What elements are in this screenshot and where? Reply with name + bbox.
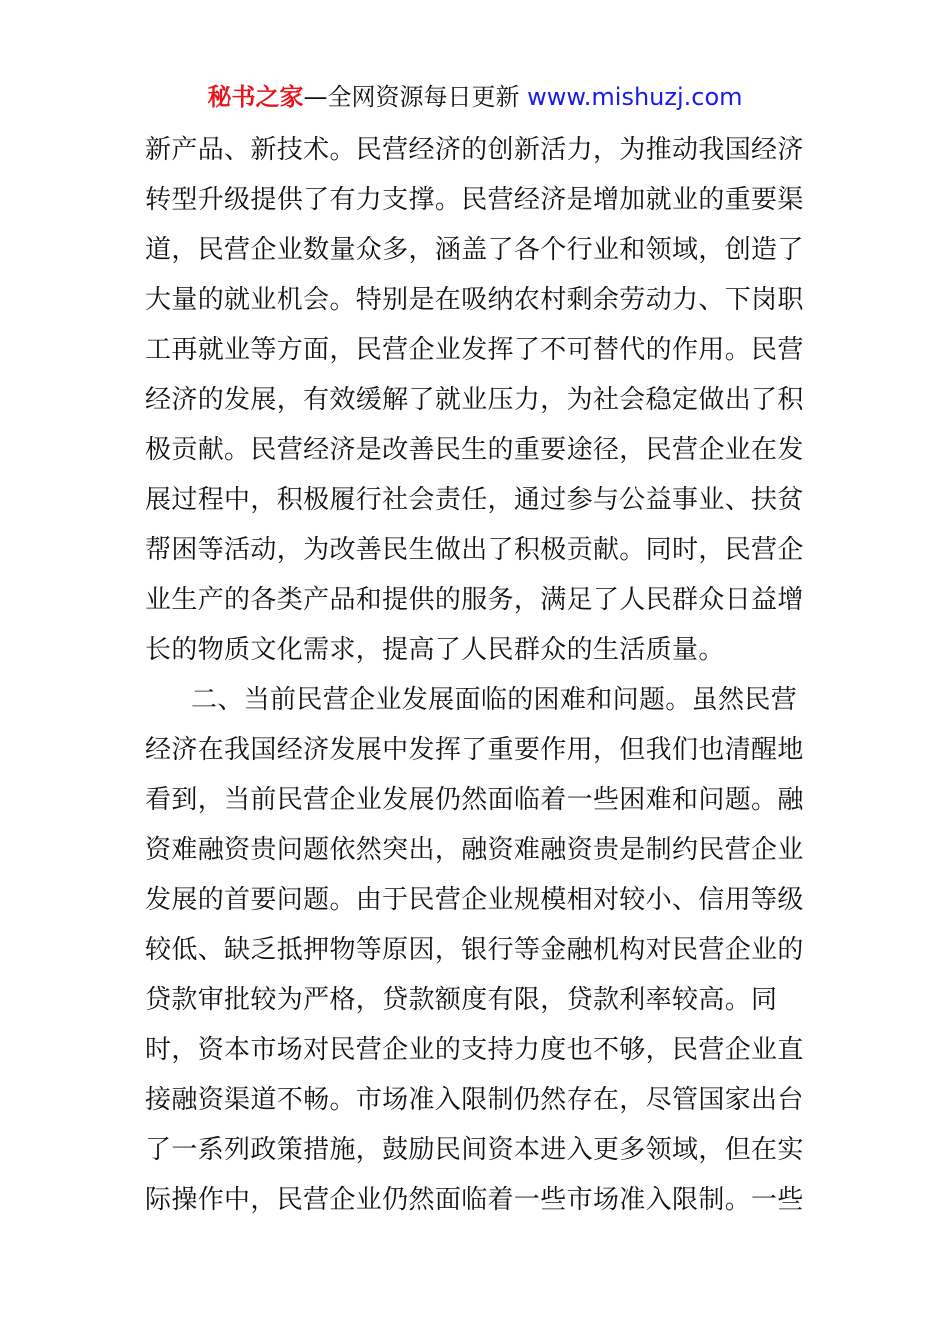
site-header [0,79,950,115]
text-line: 大量的就业机会。特别是在吸纳农村剩余劳动力、下岗职 [145,285,804,315]
text-line: 帮困等活动，为改善民生做出了积极贡献。同时，民营企 [145,535,804,565]
text-line: 转型升级提供了有力支撑。民营经济是增加就业的重要渠 [145,185,804,215]
text-line: 极贡献。民营经济是改善民生的重要途径，民营企业在发 [145,435,804,465]
text-line: 经济在我国经济发展中发挥了重要作用，但我们也清醒地 [145,735,804,765]
text-line: 道，民营企业数量众多，涵盖了各个行业和领域，创造了 [145,235,804,265]
text-line: 发展的首要问题。由于民营企业规模相对较小、信用等级 [145,885,804,915]
section-heading-line: 二、当前民营企业发展面临的困难和问题。虽然民营 [191,685,798,715]
text-line: 经济的发展，有效缓解了就业压力，为社会稳定做出了积 [145,385,804,415]
text-line: 工再就业等方面，民营企业发挥了不可替代的作用。民营 [145,335,804,365]
text-line: 资难融资贵问题依然突出，融资难融资贵是制约民营企业 [145,835,804,865]
text-line: 看到，当前民营企业发展仍然面临着一些困难和问题。融 [145,785,804,815]
text-line: 业生产的各类产品和提供的服务，满足了人民群众日益增 [145,585,804,615]
text-line: 贷款审批较为严格，贷款额度有限，贷款利率较高。同 [145,985,778,1015]
text-line: 际操作中，民营企业仍然面临着一些市场准入限制。一些 [145,1185,804,1215]
document-body [145,125,807,1225]
text-line: 展过程中，积极履行社会责任，通过参与公益事业、扶贫 [145,485,804,515]
text-line: 长的物质文化需求，提高了人民群众的生活质量。 [145,635,725,665]
header-tagline: —全网资源每日更新 [303,83,528,111]
site-url-link[interactable]: www.mishuzj.com [527,83,743,111]
text-line: 了一系列政策措施，鼓励民间资本进入更多领域，但在实 [145,1135,804,1165]
text-line: 接融资渠道不畅。市场准入限制仍然存在，尽管国家出台 [145,1085,804,1115]
brand-name: 秘书之家 [207,83,304,111]
text-line: 新产品、新技术。民营经济的创新活力，为推动我国经济 [145,135,804,165]
text-line: 时，资本市场对民营企业的支持力度也不够，民营企业直 [145,1035,804,1065]
text-line: 较低、缺乏抵押物等原因，银行等金融机构对民营企业的 [145,935,804,965]
